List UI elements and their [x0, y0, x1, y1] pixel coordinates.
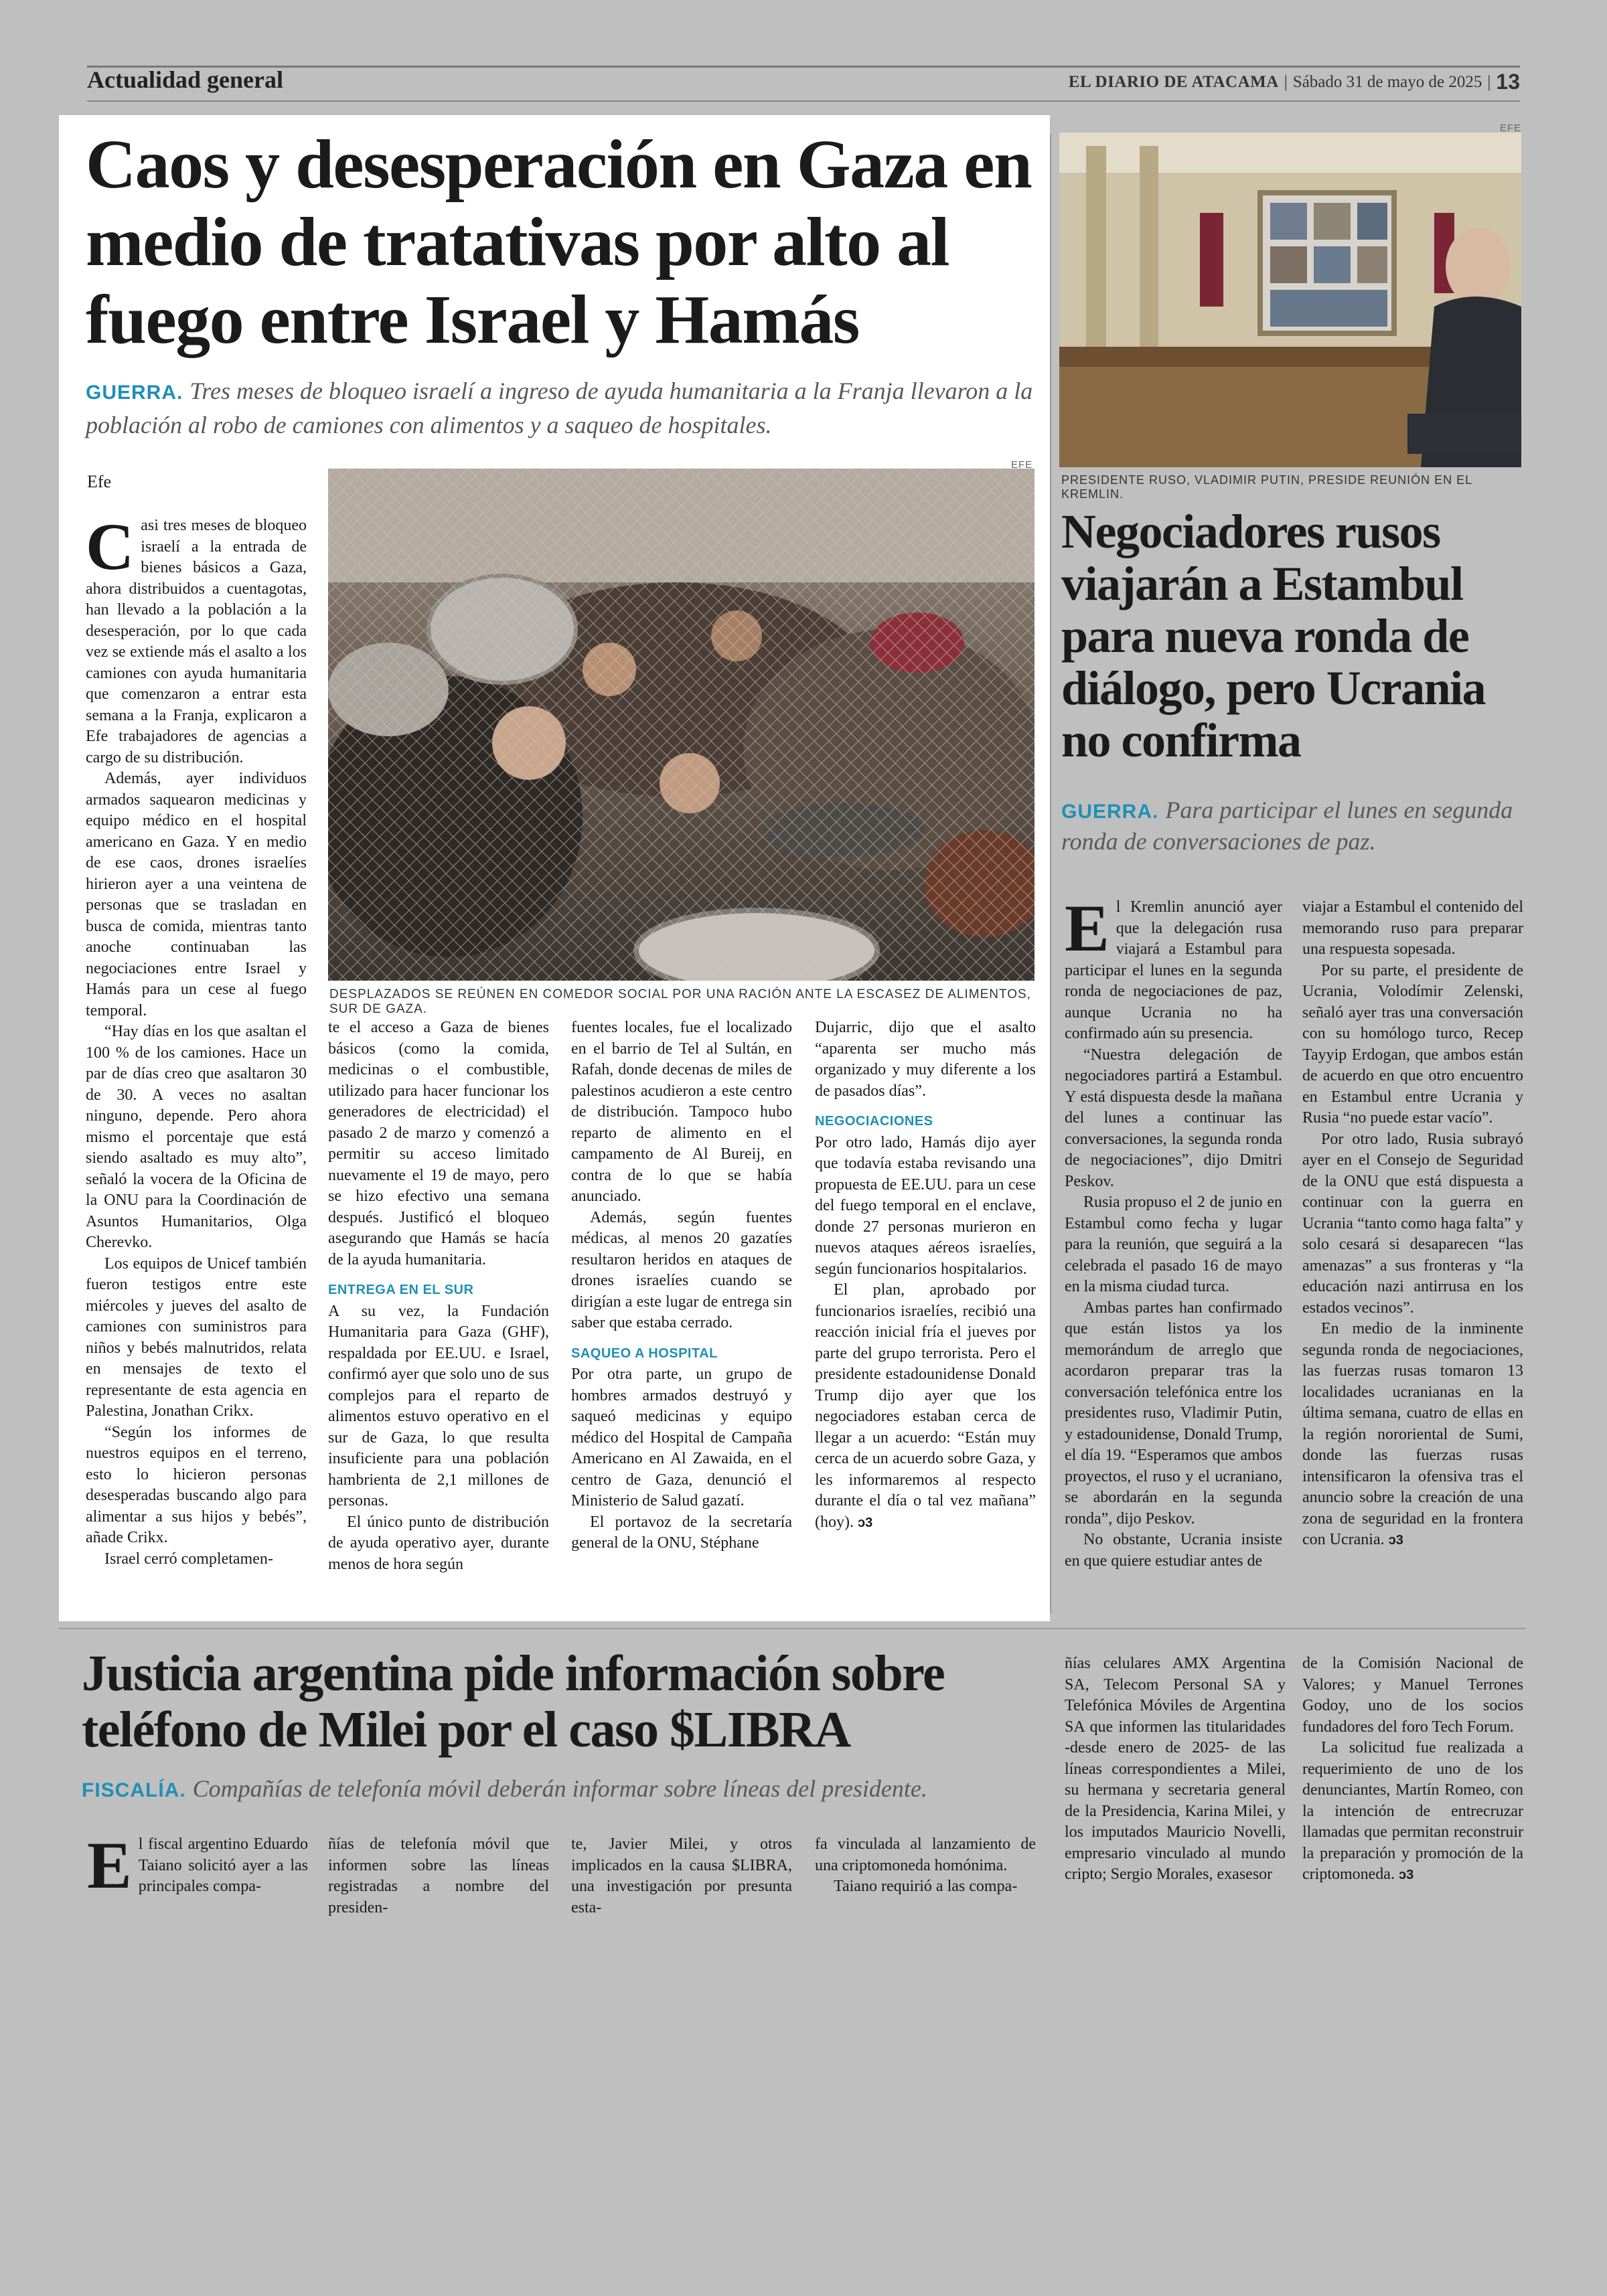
paragraph: fuentes locales, fue el localizado en el barrio de Tel al Sultán, en Rafah, donde decenas de miles de palestinos acudieron a este centro de distribución. Tampoco hubo reparto de alimento en el campamento de Al Bureij, en contra de lo que se había anunciado.: [571, 1019, 792, 1205]
header-rule: [87, 100, 1520, 102]
russia-subhead-text: Para participar el lunes en segunda ronda de conversaciones de paz.: [1061, 797, 1513, 855]
paragraph: Además, ayer individuos armados saquearon medicinas y equipo médico en el hospital americano en Gaza. Y en medio de ese caos, drones israelíes hirieron ayer a una veintena de personas que se trasladan en busca de comida, mientras tanto anoche continuaban las negociaciones entre Israel y Hamás para un cese al fuego temporal.: [86, 770, 307, 1019]
milei-column-3: [571, 1834, 792, 1918]
russia-column-2: [1302, 897, 1523, 1552]
milei-column-5: [1065, 1653, 1286, 1886]
paragraph: Por otra parte, un grupo de hombres armados destruyó y saqueó medicinas y equipo médico del Hospital de Campaña Americano en Al Zawaida, en el centro de Gaza, denunció el Ministerio de Salud gazatí.: [571, 1366, 792, 1509]
section-label: Actualidad general: [87, 66, 283, 93]
milei-col1-text: l fiscal argentino Eduardo Taiano solicitó ayer a las principales compa-: [138, 1835, 308, 1895]
paragraph: te, Javier Milei, y otros implicados en la causa $LIBRA, una investigación por presunta esta-: [571, 1835, 792, 1916]
russia-lead-paragraph: [1065, 891, 1282, 1045]
russia-drop-cap: E: [1065, 891, 1109, 965]
paragraph: Por otro lado, Rusia subrayó ayer en el Consejo de Seguridad de la ONU que está dispuesta a continuar con la guerra en Ucrania “tanto como haga falta” y solo cesará si desaparecen “las amenazas” a sus fronteras y “la educación nazi antirrusa en los estados vecinos”.: [1302, 1130, 1523, 1317]
subhead-saqueo-a-hospital: SAQUEO A HOSPITAL: [571, 1345, 718, 1361]
paragraph: ñías celulares AMX Argentina SA, Telecom Personal SA y Telefónica Móviles de Argentina SA que informen las titularidades -desde enero de 2025- de las líneas correspondientes a Milei, su hermana y secretaria general de la Presidencia, Karina Milei, y los imputados Mauricio Novelli, empresario vinculado al mundo cripto; Sergio Morales, exasesor: [1065, 1655, 1286, 1883]
russia-last-paragraph-text: En medio de la inminente segunda ronda de negociaciones, las fuerzas rusas tomaron 13 localidades ucranianas en la última semana, cuatro de ellas en la región nororiental de Sumi, donde las fuerzas rusas intensificaron la ofensiva tras el anuncio sobre la creación de una zona de seguridad en la frontera con Ucrania.: [1302, 1320, 1523, 1548]
paragraph: [1302, 1738, 1523, 1886]
gaza-column-2: [328, 1017, 549, 1575]
paragraph: “Según los informes de nuestros equipos en el terreno, esto lo hicieron personas desesperadas buscando algo para alimentar a sus hijos y bebés”, añade Crikx.: [86, 1423, 307, 1546]
publication-name: EL DIARIO DE ATACAMA: [1068, 72, 1279, 91]
gaza-subhead: [86, 375, 1050, 441]
paragraph: [815, 1280, 1036, 1534]
gaza-column-4: [815, 1017, 1036, 1534]
putin-photo-caption: PRESIDENTE RUSO, VLADIMIR PUTIN, PRESIDE REUNIÓN EN EL KREMLIN.: [1061, 473, 1472, 501]
gaza-drop-cap: C: [86, 509, 135, 584]
paragraph: Taiano requirió a las compa-: [834, 1878, 1018, 1895]
paragraph: A su vez, la Fundación Humanitaria para Gaza (GHF), respaldada por EE.UU. e Israel, confirmó ayer que solo uno de sus complejos para el reparto de alimentos estuvo operativo en el sur de Gaza, lo que resulta insuficiente para una población hambrienta de 2,1 millones de personas.: [328, 1302, 549, 1509]
milei-headline: Justicia argentina pide información sobre teléfono de Milei por el caso $LIBRA: [82, 1645, 945, 1758]
russia-subhead: [1061, 795, 1530, 856]
russia-headline: Negociadores rusos viajarán a Estambul para nueva ronda de diálogo, pero Ucrania no confirma: [1061, 505, 1486, 767]
paragraph: de la Comisión Nacional de Valores; y Manuel Terrones Godoy, uno de los socios fundadores del foro Tech Forum.: [1302, 1655, 1523, 1736]
gaza-last-paragraph-text: El plan, aprobado por funcionarios israelíes, recibió una reacción inicial fría el jueves por parte del grupo terrorista. Pero el presidente estadounidense Donald Trump dijo ayer que los negociadores estaban cerca de llegar a un acuerdo: “Están muy cerca de un acuerdo sobre Gaza, y les informaremos al respecto durante el día o tal vez mañana” (hoy).: [815, 1281, 1036, 1531]
paragraph: Por su parte, el presidente de Ucrania, Volodímir Zelenski, señaló ayer tras una conversación con su homólogo turco, Recep Tayyip Erdogan, que ambos están de acuerdo en que otro encuentro en Estambul entre Ucrania y Rusia “no puede estar vacío”.: [1302, 961, 1523, 1127]
paragraph: Por otro lado, Hamás dijo ayer que todavía estaba revisando una propuesta de EE.UU. para un cese del fuego temporal en el enclave, donde 27 personas murieron en nuevos ataques aéreos israelíes, según funcionarios hospitalarios.: [815, 1133, 1036, 1278]
subhead-negociaciones: NEGOCIACIONES: [815, 1114, 933, 1129]
paragraph: “Hay días en los que asaltan el 100 % de los camiones. Hace un par de días creo que asaltaron 30 de 30. A veces no asaltan ninguno, depende. Pero ahora mismo el porcentaje que está siendo asaltado es muy alto”, señaló la vocera de la Oficina de la ONU para la Coordinación de Asuntos Humanitarios, Olga Cherevko.: [86, 1023, 307, 1251]
russia-column-1: [1065, 891, 1282, 1572]
gaza-column-1: [86, 509, 307, 1570]
issue-date: Sábado 31 de mayo de 2025: [1292, 72, 1482, 91]
gaza-headline: Caos y desesperación en Gaza en medio de tratativas por alto al fuego entre Israel y Hamás: [86, 126, 1032, 358]
gaza-kicker: GUERRA.: [86, 382, 183, 404]
milei-column-1: [87, 1828, 308, 1902]
page-number: 13: [1496, 70, 1520, 94]
gaza-byline: Efe: [87, 472, 112, 491]
milei-subhead: [82, 1774, 1059, 1805]
gaza-subhead-text: Tres meses de bloqueo israelí a ingreso de ayuda humanitaria a la Franja llevaron a la población al robo de camiones con alimentos y a saqueo de hospitales.: [86, 378, 1033, 438]
paragraph: No obstante, Ucrania insiste en que quiere estudiar antes de: [1065, 1531, 1282, 1570]
subhead-entrega-en-el-sur: ENTREGA EN EL SUR: [328, 1283, 474, 1297]
gaza-lead-paragraph: [86, 509, 307, 768]
gaza-col1-p1-text: asi tres meses de bloqueo israelí a la entrada de bienes básicos a Gaza, ahora distribuidos a cuentagotas, han llevado a la población a la desesperación, por lo que cada vez se extiende más el asalto a los camiones con ayuda humanitaria que comenzaron a entrar esta semana a la Franja, explicaron a Efe trabajadores de agencias a cargo de su distribución.: [86, 517, 307, 766]
paragraph: El único punto de distribución de ayuda operativo ayer, durante menos de hora según: [328, 1513, 549, 1573]
paragraph: ñías de telefonía móvil que informen sobre las líneas registradas a nombre del presiden-: [328, 1835, 549, 1916]
paragraph: Ambas partes han confirmado que están listos ya los memorándum de arreglo que acordaron preparar tras la conversación telefónica entre los presidentes ruso, Vladimir Putin, y estadounidense, Donald Trump, el día 19. “Esperamos que ambos proyectos, el ruso y el ucraniano, se abordarán en la segunda ronda”, dijo Peskov.: [1065, 1299, 1282, 1528]
milei-subhead-text: Compañías de telefonía móvil deberán informar sobre líneas del presidente.: [192, 1775, 927, 1802]
milei-column-4: [815, 1834, 1036, 1898]
page-header: EL DIARIO DE ATACAMA | Sábado 31 de mayo de 2025 | 13: [1068, 70, 1520, 94]
paragraph: fa vinculada al lanzamiento de una criptomoneda homónima.: [815, 1835, 1036, 1874]
putin-photo-image: [1059, 133, 1521, 467]
milei-kicker: FISCALÍA.: [82, 1779, 186, 1801]
russia-col1-p1-text: l Kremlin anunció ayer que la delegación rusa viajará a Estambul para participar el lunes en la segunda ronda de negociaciones de paz, aunque Ucrania no ha confirmado aún su presencia.: [1065, 898, 1282, 1042]
gaza-photo: [328, 469, 1035, 981]
paragraph: Los equipos de Unicef también fueron testigos entre este miércoles y jueves del asalto de camiones con suministros para niños y bebés malnutridos, relata en mensajes de texto el representante de esta agencia en Palestina, Jonathan Crikx.: [86, 1254, 307, 1420]
paragraph: “Nuestra delegación de negociadores partirá a Estambul. Y está dispuesta desde la mañana del lunes a continuar las conversaciones, la segunda ronda de negociaciones”, dijo Dmitri Peskov.: [1065, 1046, 1282, 1190]
paragraph: viajar a Estambul el contenido del memorando ruso para preparar una respuesta sopesada.: [1302, 898, 1523, 958]
paragraph: [1302, 1319, 1523, 1552]
end-mark: ↄ3: [1388, 1533, 1403, 1548]
header-rule-top: [87, 66, 1520, 68]
paragraph: Israel cerró completamen-: [104, 1550, 273, 1568]
milei-column-6: [1302, 1653, 1523, 1886]
putin-photo: [1059, 133, 1521, 467]
paragraph: Dujarric, dijo que el asalto “aparenta ser mucho más organizado y muy diferente a los de pasados días”.: [815, 1019, 1036, 1100]
column-divider: [1050, 134, 1051, 1613]
milei-last-paragraph-text: La solicitud fue realizada a requerimiento de uno de los denunciantes, Martín Romeo, con la intención de entrecruzar llamadas que permitan reconstruir la preparación y promoción de la criptomoneda.: [1302, 1739, 1523, 1883]
paragraph: Además, según fuentes médicas, al menos 20 gazatíes resultaron heridos en ataques de drones israelíes cuando se dirigían a este lugar de entrega sin saber que estaba cerrado.: [571, 1208, 792, 1331]
end-mark: ↄ3: [1398, 1868, 1414, 1882]
putin-photo-credit: EFE: [1500, 122, 1522, 134]
gaza-photo-credit: EFE: [1011, 459, 1033, 471]
gaza-photo-caption: DESPLAZADOS SE REÚNEN EN COMEDOR SOCIAL POR UNA RACIÓN ANTE LA ESCASEZ DE ALIMENTOS, SUR DE GAZA.: [329, 987, 1031, 1016]
paragraph: Rusia propuso el 2 de junio en Estambul como fecha y lugar para la reunión, que seguirá a la celebrada el pasado 16 de mayo en la misma ciudad turca.: [1065, 1194, 1282, 1295]
paragraph: te el acceso a Gaza de bienes básicos (como la comida, medicinas o el combustible, utilizado para hacer funcionar los generadores de electricidad) el pasado 2 de marzo y comenzó a permitir su acceso limitado nuevamente el 19 de mayo, pero se hizo efectivo una semana después. Justificó el bloqueo asegurando que Hamás se hacía de la ayuda humanitaria.: [328, 1019, 549, 1268]
gaza-column-3: [571, 1017, 792, 1554]
paragraph: El portavoz de la secretaría general de la ONU, Stéphane: [571, 1513, 792, 1552]
russia-kicker: GUERRA.: [1061, 801, 1159, 823]
milei-drop-cap: E: [87, 1828, 132, 1902]
gaza-photo-image: [328, 469, 1035, 981]
milei-column-2: [328, 1834, 549, 1918]
section-divider: [59, 1628, 1525, 1629]
milei-lead-paragraph: [87, 1828, 308, 1902]
end-mark: ↄ3: [857, 1515, 873, 1530]
